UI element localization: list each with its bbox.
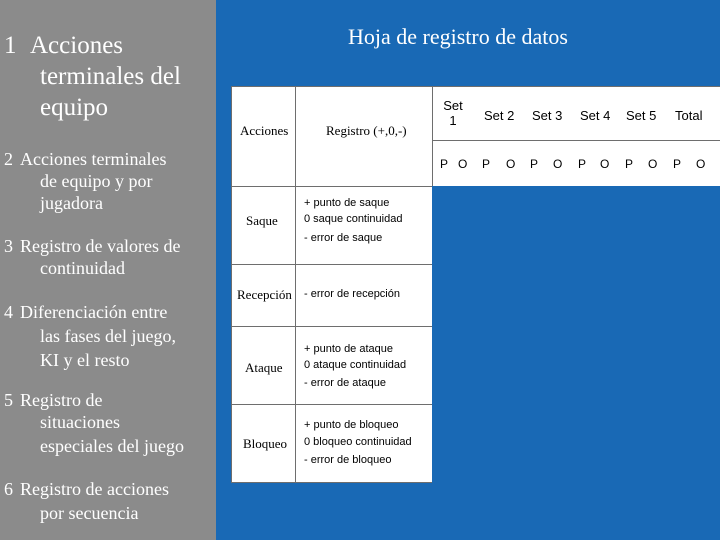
row-saque-label: Saque xyxy=(246,213,278,228)
grid-line xyxy=(231,404,432,405)
sidebar-item-text: equipo xyxy=(40,94,109,121)
row-bloqueo-registro-line: 0 bloqueo continuidad xyxy=(304,436,412,448)
header-set-2: Set 2 xyxy=(484,108,515,123)
row-recepcion-label: Recepción xyxy=(237,287,292,302)
header-registro: Registro (+,0,-) xyxy=(326,123,407,138)
grid-line xyxy=(432,86,433,186)
row-saque-registro-line: + punto de saque xyxy=(304,197,390,209)
row-recepcion-registro-line: - error de recepción xyxy=(304,288,400,300)
row-bloqueo-label: Bloqueo xyxy=(243,436,288,451)
row-ataque-registro-line: - error de ataque xyxy=(304,377,386,389)
sidebar-item-number: 6 xyxy=(4,479,13,499)
sidebar-item-text: Acciones xyxy=(30,32,124,59)
header-set-4: Set 4 xyxy=(580,108,611,123)
sidebar-item-text: jugadora xyxy=(40,193,103,213)
sidebar-item-text: terminales del xyxy=(40,63,181,90)
header-sets-cell xyxy=(432,86,720,186)
po-label: P xyxy=(530,157,539,171)
po-label: O xyxy=(648,157,658,171)
grid-line xyxy=(432,140,720,141)
grid-line xyxy=(295,86,296,482)
row-bloqueo-registro-line: - error de bloqueo xyxy=(304,454,392,466)
po-label: O xyxy=(696,157,706,171)
page-title: Hoja de registro de datos xyxy=(348,24,568,49)
po-label: P xyxy=(673,157,682,171)
row-saque-registro-line: 0 saque continuidad xyxy=(304,213,403,225)
header-total: Total xyxy=(675,108,703,123)
grid-line xyxy=(231,482,432,483)
header-set-1 xyxy=(438,98,468,128)
sidebar-item-text: las fases del juego, xyxy=(40,326,176,346)
po-label: P xyxy=(578,157,587,171)
sidebar-item-number: 2 xyxy=(4,149,13,169)
grid-line xyxy=(231,186,432,187)
sidebar-item-text: Diferenciación entre xyxy=(20,302,168,322)
row-ataque-registro-line: 0 ataque continuidad xyxy=(304,359,407,371)
grid-line xyxy=(231,86,720,87)
sidebar-item-text: situaciones xyxy=(40,412,120,432)
row-ataque-registro-line: + punto de ataque xyxy=(304,343,393,355)
header-set-5: Set 5 xyxy=(626,108,657,123)
row-saque-registro-line: - error de saque xyxy=(304,232,383,244)
sidebar-item-number: 1 xyxy=(4,32,17,59)
sidebar-item-text: de equipo y por xyxy=(40,171,153,191)
po-label: O xyxy=(458,157,468,171)
sidebar-item-text: Acciones terminales xyxy=(20,149,167,169)
grid-line xyxy=(231,86,232,482)
po-label: O xyxy=(506,157,516,171)
po-label: P xyxy=(625,157,634,171)
row-bloqueo-registro-line: + punto de bloqueo xyxy=(304,419,399,431)
grid-line xyxy=(231,326,432,327)
sidebar-item-number: 4 xyxy=(4,302,13,322)
sidebar-item-text: KI y el resto xyxy=(40,350,130,370)
header-set-1-label: Set 1 xyxy=(443,98,463,128)
sidebar-item-text: Registro de acciones xyxy=(20,479,169,499)
grid-line xyxy=(231,264,432,265)
sidebar-item-text: especiales del juego xyxy=(40,436,184,456)
sidebar-item-number: 3 xyxy=(4,236,13,256)
sidebar-item-number: 5 xyxy=(4,390,13,410)
po-label: P xyxy=(440,157,449,171)
sidebar-item-text: Registro de xyxy=(20,390,103,410)
sidebar-item-text: continuidad xyxy=(40,258,125,278)
sidebar-item-text: Registro de valores de xyxy=(20,236,181,256)
po-label: P xyxy=(482,157,491,171)
row-ataque-label: Ataque xyxy=(245,360,283,375)
sidebar xyxy=(0,0,216,540)
sidebar-item-text: por secuencia xyxy=(40,503,139,523)
po-label: O xyxy=(553,157,563,171)
po-label: O xyxy=(600,157,610,171)
header-acciones: Acciones xyxy=(240,123,289,138)
header-set-3: Set 3 xyxy=(532,108,563,123)
